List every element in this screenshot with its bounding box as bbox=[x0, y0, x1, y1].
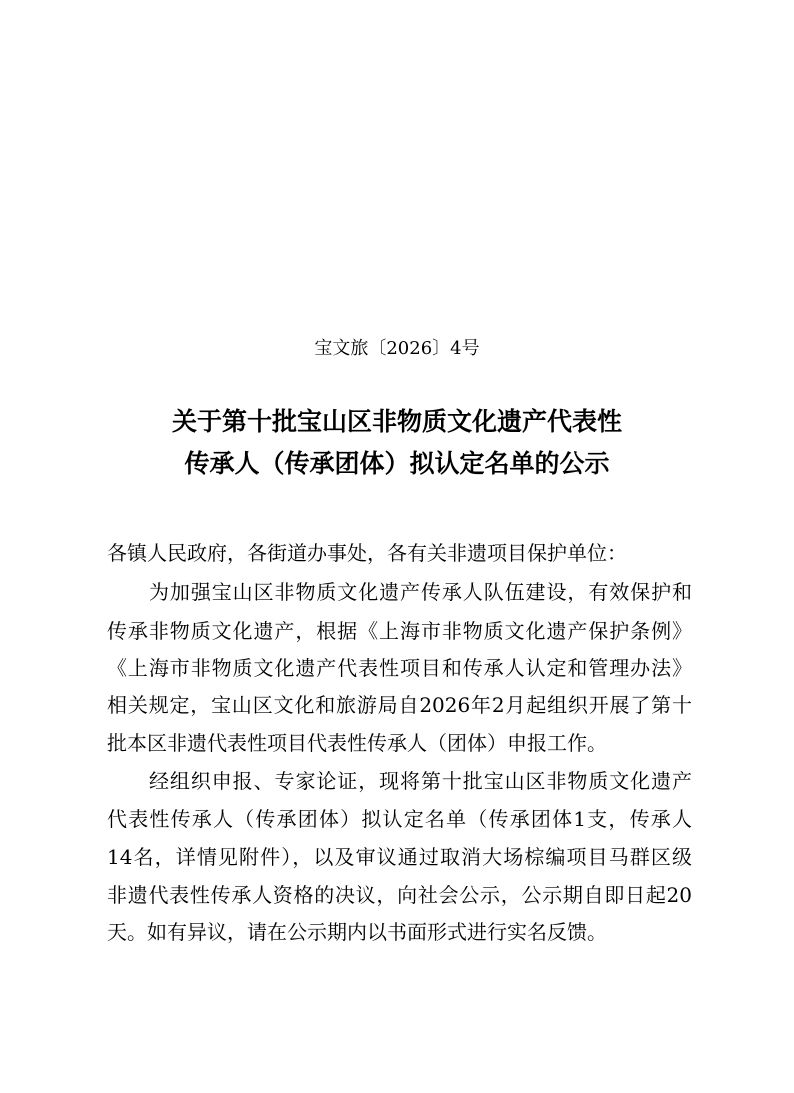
body-line: 为加强宝山区非物质文化遗产传承人队伍建设，有效保护和 bbox=[149, 580, 692, 604]
body-line: 《上海市非物质文化遗产代表性项目和传承人认定和管理办法》 bbox=[107, 656, 692, 680]
body-line: 传承非物质文化遗产，根据《上海市非物质文化遗产保护条例》 bbox=[107, 619, 692, 643]
body-line: 批本区非遗代表性项目代表性传承人（团体）申报工作。 bbox=[107, 731, 607, 755]
salutation: 各镇人民政府，各街道办事处，各有关非遗项目保护单位： bbox=[107, 541, 627, 565]
title-line-2: 传承人（传承团体）拟认定名单的公示 bbox=[184, 449, 610, 478]
document-number: 宝文旅〔2026〕4号 bbox=[314, 338, 480, 359]
body-line: 14名，详情见附件），以及审议通过取消大场棕编项目马群区级 bbox=[107, 845, 692, 869]
title-line-1: 关于第十批宝山区非物质文化遗产代表性 bbox=[171, 407, 622, 436]
body-line: 天。如有异议，请在公示期内以书面形式进行实名反馈。 bbox=[107, 920, 607, 944]
body-line: 非遗代表性传承人资格的决议，向社会公示，公示期自即日起20 bbox=[107, 883, 692, 907]
body-line: 经组织申报、专家论证，现将第十批宝山区非物质文化遗产 bbox=[149, 769, 692, 793]
body-line: 相关规定，宝山区文化和旅游局自2026年2月起组织开展了第十 bbox=[107, 693, 692, 717]
body-line: 代表性传承人（传承团体）拟认定名单（传承团体1支，传承人 bbox=[107, 807, 692, 831]
